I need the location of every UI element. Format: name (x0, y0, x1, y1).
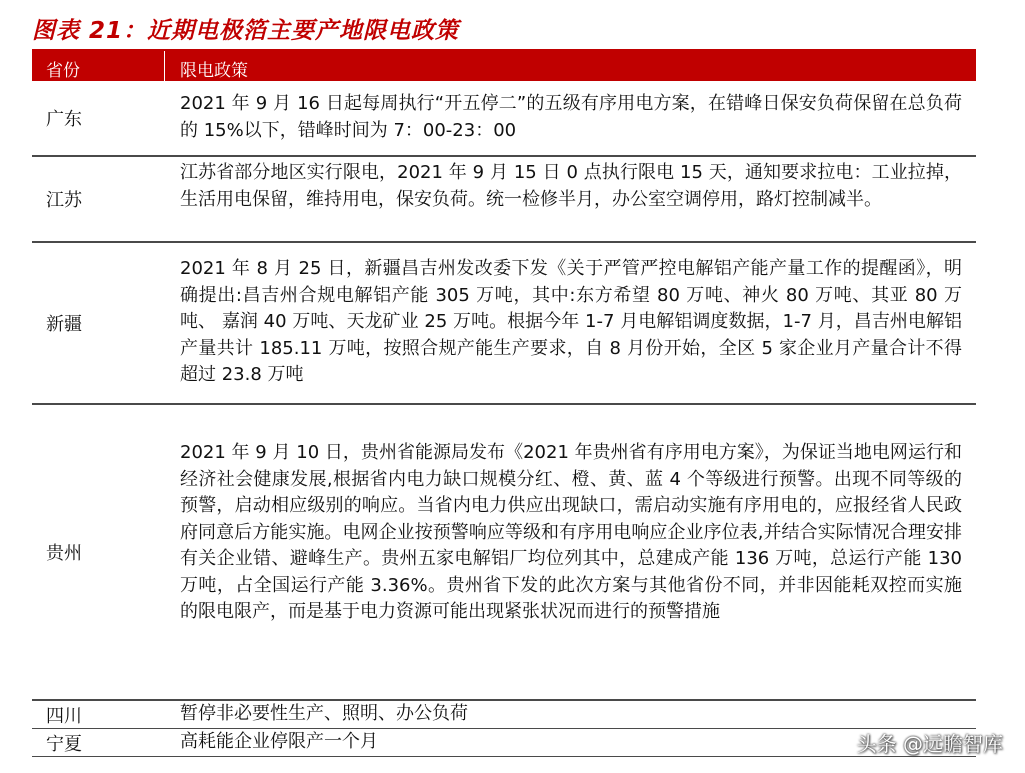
row-province: 新疆 (46, 314, 82, 335)
row-policy: 江苏省部分地区实行限电，2021 年 9 月 15 日 0 点执行限电 15 天，通知要求拉电：工业拉掉，生活用电保留，维持用电，保安负荷。统一检修半月，办公室空调停用，路灯控制减半。 (180, 162, 962, 210)
header-province: 省份 (46, 61, 80, 81)
watermark-text: 头条 @远瞻智库 (856, 732, 1003, 756)
table-row (32, 729, 976, 757)
table-row (32, 81, 976, 157)
row-policy: 2021 年 8 月 25 日，新疆昌吉州发改委下发《关于严管严控电解铝产能产量工作的提醒函》，明确提出:昌吉州合规电解铝产能 305 万吨，其中:东方希望 80 万吨、神火 80 万吨、其亚 80 万吨、 嘉润 40 万吨、天龙矿业 25 万吨。根据今年 1-7 月电解铝调度数据，1-7 月，昌吉州电解铝产量共计 185.11 万吨，按照合规产能生产要求，自 8 月份开始，全区 5 家企业月产量合计不得超过 23.8 万吨 (180, 258, 962, 385)
row-province: 广东 (46, 109, 82, 130)
table-row (32, 157, 976, 243)
table-row (32, 243, 976, 405)
table-row (32, 701, 976, 729)
figure-title: 图表 21：近期电极箔主要产地限电政策 (32, 18, 460, 44)
header-policy: 限电政策 (180, 61, 248, 81)
row-policy: 暂停非必要性生产、照明、办公负荷 (180, 703, 468, 724)
table-row (32, 405, 976, 701)
row-policy: 2021 年 9 月 10 日，贵州省能源局发布《2021 年贵州省有序用电方案》，为保证当地电网运行和经济社会健康发展,根据省内电力缺口规模分红、橙、黄、蓝 4 个等级进行预警。出现不同等级的预警，启动相应级别的响应。当省内电力供应出现缺口，需启动实施有序用电的，应报经省人民政府同意后方能实施。电网企业按预警响应等级和有序用电响应企业序位表,并结合实际情况合理安排有关企业错、避峰生产。贵州五家电解铝厂均位列其中，总建成产能 136 万吨，总运行产能 130 万吨，占全国运行产能 3.36%。贵州省下发的此次方案与其他省份不同，并非因能耗双控而实施的限电限产，而是基于电力资源可能出现紧张状况而进行的预警措施 (180, 442, 962, 622)
row-province: 宁夏 (46, 733, 82, 755)
row-policy: 高耗能企业停限产一个月 (180, 731, 378, 752)
table-header (32, 51, 976, 81)
row-province: 江苏 (46, 190, 82, 211)
header-divider (164, 51, 165, 81)
row-policy: 2021 年 9 月 16 日起每周执行“开五停二”的五级有序用电方案，在错峰日保安负荷保留在总负荷的 15%以下，错峰时间为 7：00-23：00 (180, 93, 962, 141)
row-province: 贵州 (46, 543, 82, 564)
row-province: 四川 (46, 705, 82, 727)
